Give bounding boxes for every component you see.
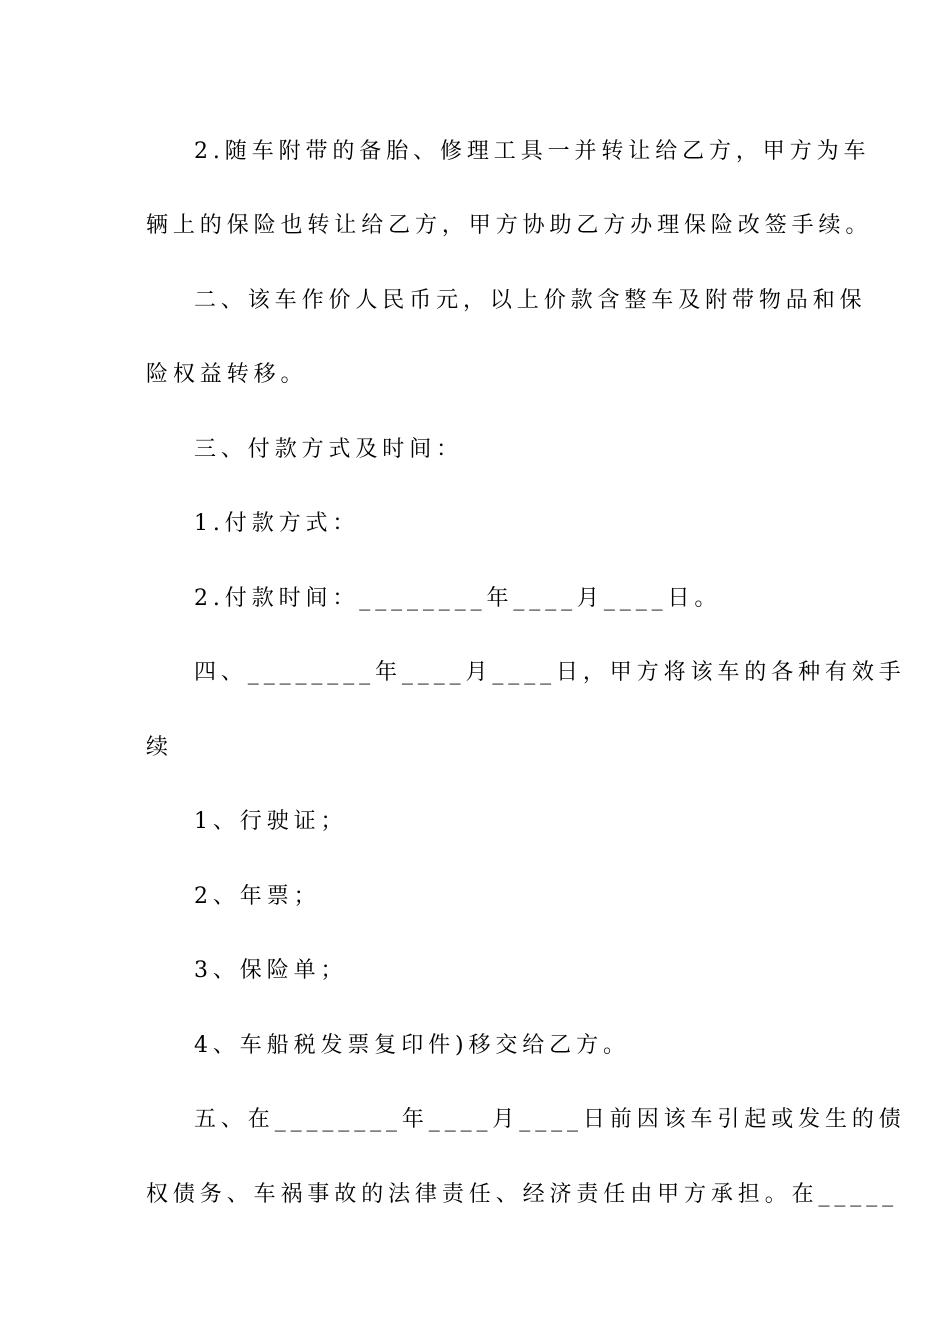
clause-line-13: 4、车船税发票复印件)移交给乙方。 <box>194 1033 630 1058</box>
clause-line-7: 2.付款时间：________年____月____日。 <box>194 586 722 611</box>
clause-line-9: 续 <box>146 735 173 760</box>
clause-line-15: 权债务、车祸事故的法律责任、经济责任由甲方承担。在_____ <box>146 1182 899 1207</box>
clause-line-14: 五、在________年____月____日前因该车引起或发生的债 <box>194 1107 906 1132</box>
clause-line-5: 三、付款方式及时间： <box>194 437 464 462</box>
clause-line-2: 辆上的保险也转让给乙方，甲方协助乙方办理保险改签手续。 <box>146 213 873 238</box>
clause-line-1: 2.随车附带的备胎、修理工具一并转让给乙方，甲方为车 <box>194 139 871 164</box>
clause-line-3: 二、该车作价人民币元，以上价款含整车及附带物品和保 <box>194 288 867 313</box>
clause-line-4: 险权益转移。 <box>146 362 308 387</box>
clause-line-8: 四、________年____月____日，甲方将该车的各种有效手 <box>194 660 906 685</box>
clause-line-6: 1.付款方式： <box>194 511 360 536</box>
clause-line-10: 1、行驶证； <box>194 809 348 834</box>
clause-line-11: 2、年票； <box>194 884 321 909</box>
clause-line-12: 3、保险单； <box>194 958 348 983</box>
